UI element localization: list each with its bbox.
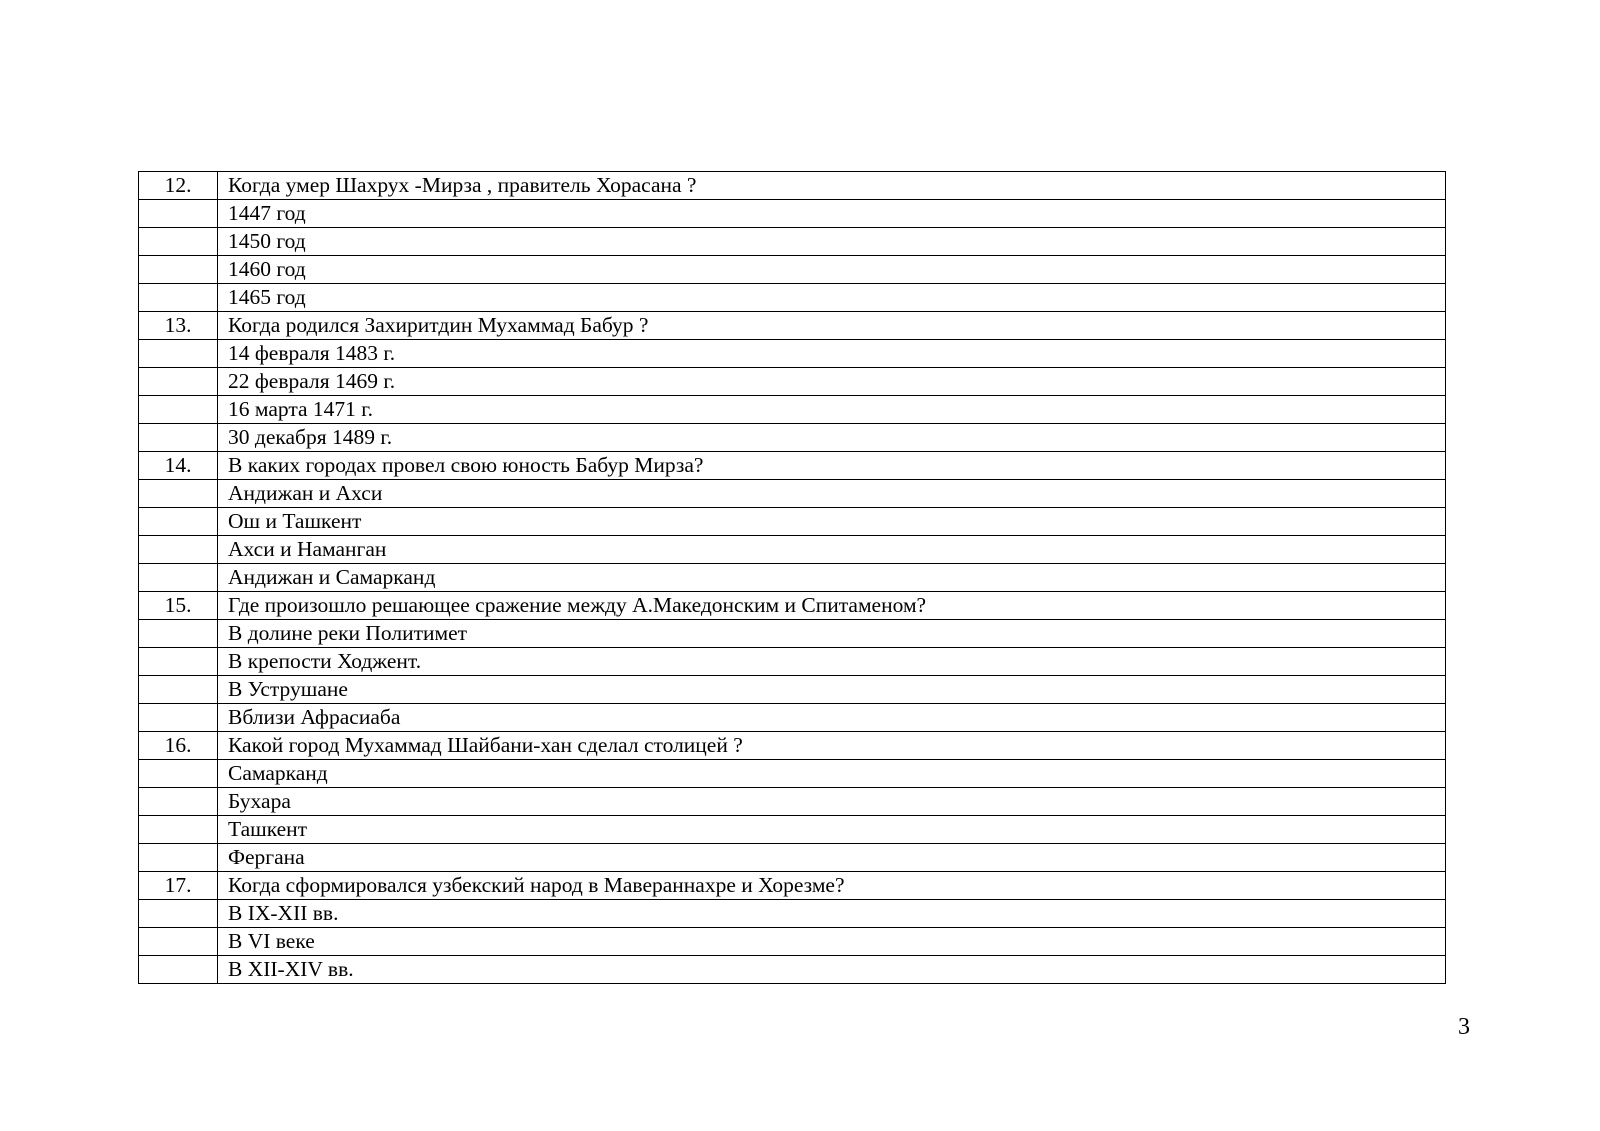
answer-row [139, 760, 1446, 788]
question-number: 17. [139, 872, 218, 900]
quiz-table [138, 171, 1446, 984]
answer-row [139, 844, 1446, 872]
answer-number-cell [139, 480, 218, 508]
answer-number-cell [139, 788, 218, 816]
answer-number-cell [139, 200, 218, 228]
question-number: 15. [139, 592, 218, 620]
answer-option: В IX-XII вв. [218, 900, 1446, 928]
answer-number-cell [139, 760, 218, 788]
question-row [139, 312, 1446, 340]
answer-number-cell [139, 536, 218, 564]
answer-row [139, 200, 1446, 228]
answer-row [139, 816, 1446, 844]
answer-number-cell [139, 928, 218, 956]
question-text: В каких городах провел свою юность Бабур Мирза? [218, 452, 1446, 480]
answer-row [139, 648, 1446, 676]
question-text: Какой город Мухаммад Шайбани-хан сделал столицей ? [218, 732, 1446, 760]
answer-option: Андижан и Ахси [218, 480, 1446, 508]
answer-number-cell [139, 816, 218, 844]
answer-row [139, 788, 1446, 816]
answer-row [139, 284, 1446, 312]
answer-number-cell [139, 396, 218, 424]
question-row [139, 732, 1446, 760]
answer-option: 16 марта 1471 г. [218, 396, 1446, 424]
answer-option: 1465 год [218, 284, 1446, 312]
answer-number-cell [139, 564, 218, 592]
answer-option: В долине реки Политимет [218, 620, 1446, 648]
answer-option: Ташкент [218, 816, 1446, 844]
page-number: 3 [1458, 1014, 1470, 1040]
question-row [139, 592, 1446, 620]
question-number: 16. [139, 732, 218, 760]
answer-number-cell [139, 368, 218, 396]
answer-number-cell [139, 648, 218, 676]
answer-option: Ахси и Наманган [218, 536, 1446, 564]
answer-option: Андижан и Самарканд [218, 564, 1446, 592]
question-number: 12. [139, 172, 218, 200]
question-number: 14. [139, 452, 218, 480]
answer-option: Вблизи Афрасиаба [218, 704, 1446, 732]
answer-row [139, 704, 1446, 732]
answer-row [139, 228, 1446, 256]
answer-option: В XII-XIV вв. [218, 956, 1446, 984]
answer-option: Ош и Ташкент [218, 508, 1446, 536]
answer-option: 1447 год [218, 200, 1446, 228]
answer-number-cell [139, 284, 218, 312]
answer-number-cell [139, 676, 218, 704]
question-text: Когда сформировался узбекский народ в Мавераннахре и Хорезме? [218, 872, 1446, 900]
answer-row [139, 900, 1446, 928]
question-number: 13. [139, 312, 218, 340]
answer-row [139, 928, 1446, 956]
answer-option: В VI веке [218, 928, 1446, 956]
answer-number-cell [139, 844, 218, 872]
answer-row [139, 676, 1446, 704]
answer-row [139, 508, 1446, 536]
answer-number-cell [139, 424, 218, 452]
answer-row [139, 480, 1446, 508]
answer-row [139, 620, 1446, 648]
answer-number-cell [139, 256, 218, 284]
answer-row [139, 564, 1446, 592]
answer-row [139, 536, 1446, 564]
question-row [139, 172, 1446, 200]
answer-row [139, 424, 1446, 452]
question-text: Когда родился Захиритдин Мухаммад Бабур ? [218, 312, 1446, 340]
answer-number-cell [139, 956, 218, 984]
question-row [139, 452, 1446, 480]
answer-option: 14 февраля 1483 г. [218, 340, 1446, 368]
question-text: Где произошло решающее сражение между А.Македонским и Спитаменом? [218, 592, 1446, 620]
answer-number-cell [139, 228, 218, 256]
quiz-table-body [139, 172, 1446, 984]
answer-option: 1460 год [218, 256, 1446, 284]
answer-row [139, 368, 1446, 396]
answer-row [139, 396, 1446, 424]
answer-option: В Уструшане [218, 676, 1446, 704]
answer-option: Бухара [218, 788, 1446, 816]
answer-row [139, 956, 1446, 984]
answer-number-cell [139, 620, 218, 648]
answer-number-cell [139, 900, 218, 928]
answer-number-cell [139, 508, 218, 536]
answer-number-cell [139, 704, 218, 732]
answer-row [139, 340, 1446, 368]
answer-option: 30 декабря 1489 г. [218, 424, 1446, 452]
answer-row [139, 256, 1446, 284]
answer-option: Фергана [218, 844, 1446, 872]
answer-number-cell [139, 340, 218, 368]
question-text: Когда умер Шахрух -Мирза , правитель Хорасана ? [218, 172, 1446, 200]
answer-option: 22 февраля 1469 г. [218, 368, 1446, 396]
answer-option: В крепости Ходжент. [218, 648, 1446, 676]
answer-option: 1450 год [218, 228, 1446, 256]
question-row [139, 872, 1446, 900]
answer-option: Самарканд [218, 760, 1446, 788]
